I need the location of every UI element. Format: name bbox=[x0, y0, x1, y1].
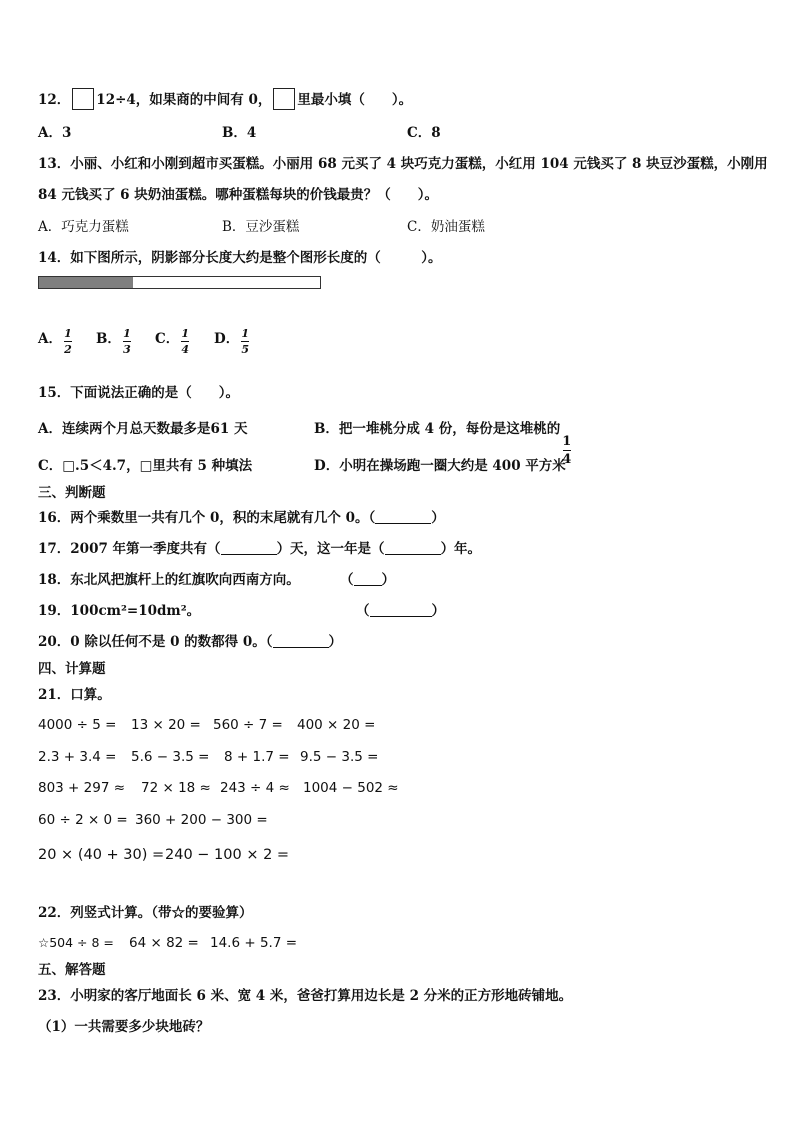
q12-answer-box-1[interactable] bbox=[72, 88, 94, 110]
q14-shaded-part bbox=[39, 277, 133, 288]
q14-option-b-label: B． bbox=[96, 331, 121, 347]
q21-item: 1004 − 502 ≈ bbox=[303, 780, 399, 796]
question-20 bbox=[38, 633, 342, 651]
section-heading-word-problems: 五、解答题 bbox=[38, 962, 106, 978]
q19-open-paren: （ bbox=[356, 603, 370, 619]
q13-line-1: 13．小丽、小红和小刚到超市买蛋糕。小丽用 68 元买了 4 块巧克力蛋糕，小红用 104 元钱买了 8 块豆沙蛋糕，小刚用 bbox=[38, 156, 768, 172]
q21-item: 5.6 − 3.5 = bbox=[131, 749, 210, 765]
q20-text: 20．0 除以任何不是 0 的数都得 0。（ bbox=[38, 634, 273, 650]
q14-length-bar bbox=[38, 276, 321, 289]
q14-option-c-fraction bbox=[181, 328, 189, 355]
q21-item: 240 − 100 × 2 = bbox=[165, 847, 290, 863]
q16-answer-blank[interactable] bbox=[375, 510, 431, 524]
q20-answer-blank[interactable] bbox=[273, 634, 329, 648]
question-17 bbox=[38, 540, 481, 558]
fraction-numerator: 1 bbox=[181, 327, 190, 340]
q21-item: 2.3 + 3.4 = bbox=[38, 749, 117, 765]
q21-item: 243 ÷ 4 ≈ bbox=[220, 780, 290, 796]
question-16 bbox=[38, 509, 445, 527]
q14-text: 14．如下图所示，阴影部分长度大约是整个图形长度的（ ）。 bbox=[38, 250, 442, 266]
q21-item: 360 + 200 − 300 = bbox=[135, 812, 268, 828]
q22-title: 22．列竖式计算。（带☆的要验算） bbox=[38, 905, 253, 921]
q12-text-b: 里最小填（ ）。 bbox=[297, 92, 413, 108]
q14-option-a-fraction bbox=[64, 328, 72, 355]
q19-close-paren: ） bbox=[431, 603, 445, 619]
q15-option-b-text: B．把一堆桃分成 4 份，每份是这堆桃的 bbox=[314, 421, 561, 437]
q17-text-b: ）天，这一年是（ bbox=[276, 541, 385, 557]
q21-item: 9.5 − 3.5 = bbox=[300, 749, 379, 765]
q18-answer[interactable] bbox=[340, 571, 395, 589]
fraction-denominator: 4 bbox=[562, 452, 572, 467]
q14-option-b-fraction bbox=[123, 328, 131, 355]
q14-option-b[interactable] bbox=[96, 328, 131, 355]
q13-line-2: 84 元钱买了 6 块奶油蛋糕。哪种蛋糕每块的价钱最贵？（ ）。 bbox=[38, 187, 439, 203]
q17-text-c: ）年。 bbox=[440, 541, 482, 557]
q14-option-c[interactable] bbox=[155, 328, 189, 355]
q14-option-d[interactable] bbox=[214, 328, 249, 355]
q15-option-d[interactable]: D．小明在操场跑一圈大约是 400 平方米 bbox=[314, 458, 566, 474]
q14-option-d-label: D． bbox=[214, 331, 240, 347]
fraction-numerator: 1 bbox=[241, 327, 250, 340]
q21-item: 400 × 20 = bbox=[297, 717, 376, 733]
q15-option-c[interactable]: C．□.5＜4.7，□里共有 5 种填法 bbox=[38, 458, 253, 474]
q21-item: 803 + 297 ≈ bbox=[38, 780, 126, 796]
q22-item: 64 × 82 = bbox=[129, 935, 199, 951]
q21-item: 560 ÷ 7 = bbox=[213, 717, 283, 733]
question-12 bbox=[38, 88, 412, 110]
q16-text: 16．两个乘数里一共有几个 0，积的末尾就有几个 0。（ bbox=[38, 510, 376, 526]
q18-text: 18．东北风把旗杆上的红旗吹向西南方向。 bbox=[38, 572, 300, 588]
q12-option-b[interactable]: B．4 bbox=[222, 125, 257, 141]
q21-title: 21．口算。 bbox=[38, 687, 111, 703]
q21-item: 8 + 1.7 = bbox=[224, 749, 290, 765]
q19-answer[interactable] bbox=[356, 602, 445, 620]
q21-item: 4000 ÷ 5 = bbox=[38, 717, 117, 733]
fraction-denominator: 2 bbox=[64, 343, 72, 356]
q21-item: 60 ÷ 2 × 0 = bbox=[38, 812, 128, 828]
q18-answer-blank[interactable] bbox=[354, 572, 382, 586]
q17-answer-blank-2[interactable] bbox=[385, 541, 441, 555]
q21-item: 13 × 20 = bbox=[131, 717, 201, 733]
q23-text: 23．小明家的客厅地面长 6 米、宽 4 米，爸爸打算用边长是 2 分米的正方形地砖铺地。 bbox=[38, 988, 573, 1004]
q16-close-paren: ） bbox=[431, 510, 445, 526]
q13-option-b[interactable]: B．豆沙蛋糕 bbox=[222, 219, 300, 235]
fraction-denominator: 4 bbox=[181, 343, 190, 356]
q14-option-c-label: C． bbox=[155, 331, 180, 347]
fraction-numerator: 1 bbox=[562, 434, 572, 449]
q18-close-paren: ） bbox=[381, 572, 395, 588]
q17-text-a: 17．2007 年第一季度共有（ bbox=[38, 541, 221, 557]
q22-item: ☆504 ÷ 8 = bbox=[38, 935, 114, 950]
q17-answer-blank-1[interactable] bbox=[221, 541, 277, 555]
q19-answer-blank[interactable] bbox=[370, 603, 432, 617]
fraction-numerator: 1 bbox=[64, 327, 72, 340]
q23-sub-question-1: （1）一共需要多少块地砖？ bbox=[38, 1019, 210, 1035]
fraction-denominator: 5 bbox=[241, 343, 250, 356]
section-heading-judgement: 三、判断题 bbox=[38, 485, 106, 501]
q14-option-a-label: A． bbox=[38, 331, 62, 347]
q12-option-a[interactable]: A．3 bbox=[38, 125, 72, 141]
q15-text: 15．下面说法正确的是（ ）。 bbox=[38, 385, 240, 401]
q15-option-a[interactable]: A．连续两个月总天数最多是61 天 bbox=[38, 421, 248, 437]
q22-item: 14.6 + 5.7 = bbox=[210, 935, 298, 951]
q21-item: 20 × (40 + 30) = bbox=[38, 847, 165, 863]
section-heading-calculation: 四、计算题 bbox=[38, 661, 106, 677]
fraction-denominator: 3 bbox=[123, 343, 131, 356]
q13-option-a[interactable]: A．巧克力蛋糕 bbox=[38, 219, 129, 235]
q14-option-a[interactable] bbox=[38, 328, 72, 355]
q14-option-d-fraction bbox=[241, 328, 249, 355]
q20-close-paren: ） bbox=[328, 634, 343, 650]
q12-text-a: 12÷4，如果商的中间有 0， bbox=[96, 92, 272, 108]
q21-item: 72 × 18 ≈ bbox=[141, 780, 211, 796]
q13-option-c[interactable]: C．奶油蛋糕 bbox=[407, 219, 485, 235]
q12-number: 12． bbox=[38, 92, 71, 108]
q18-open-paren: （ bbox=[340, 572, 354, 588]
q12-option-c[interactable]: C．8 bbox=[407, 125, 441, 141]
fraction-numerator: 1 bbox=[123, 327, 131, 340]
q12-answer-box-2[interactable] bbox=[273, 88, 295, 110]
q19-text: 19．100cm²=10dm²。 bbox=[38, 603, 201, 619]
